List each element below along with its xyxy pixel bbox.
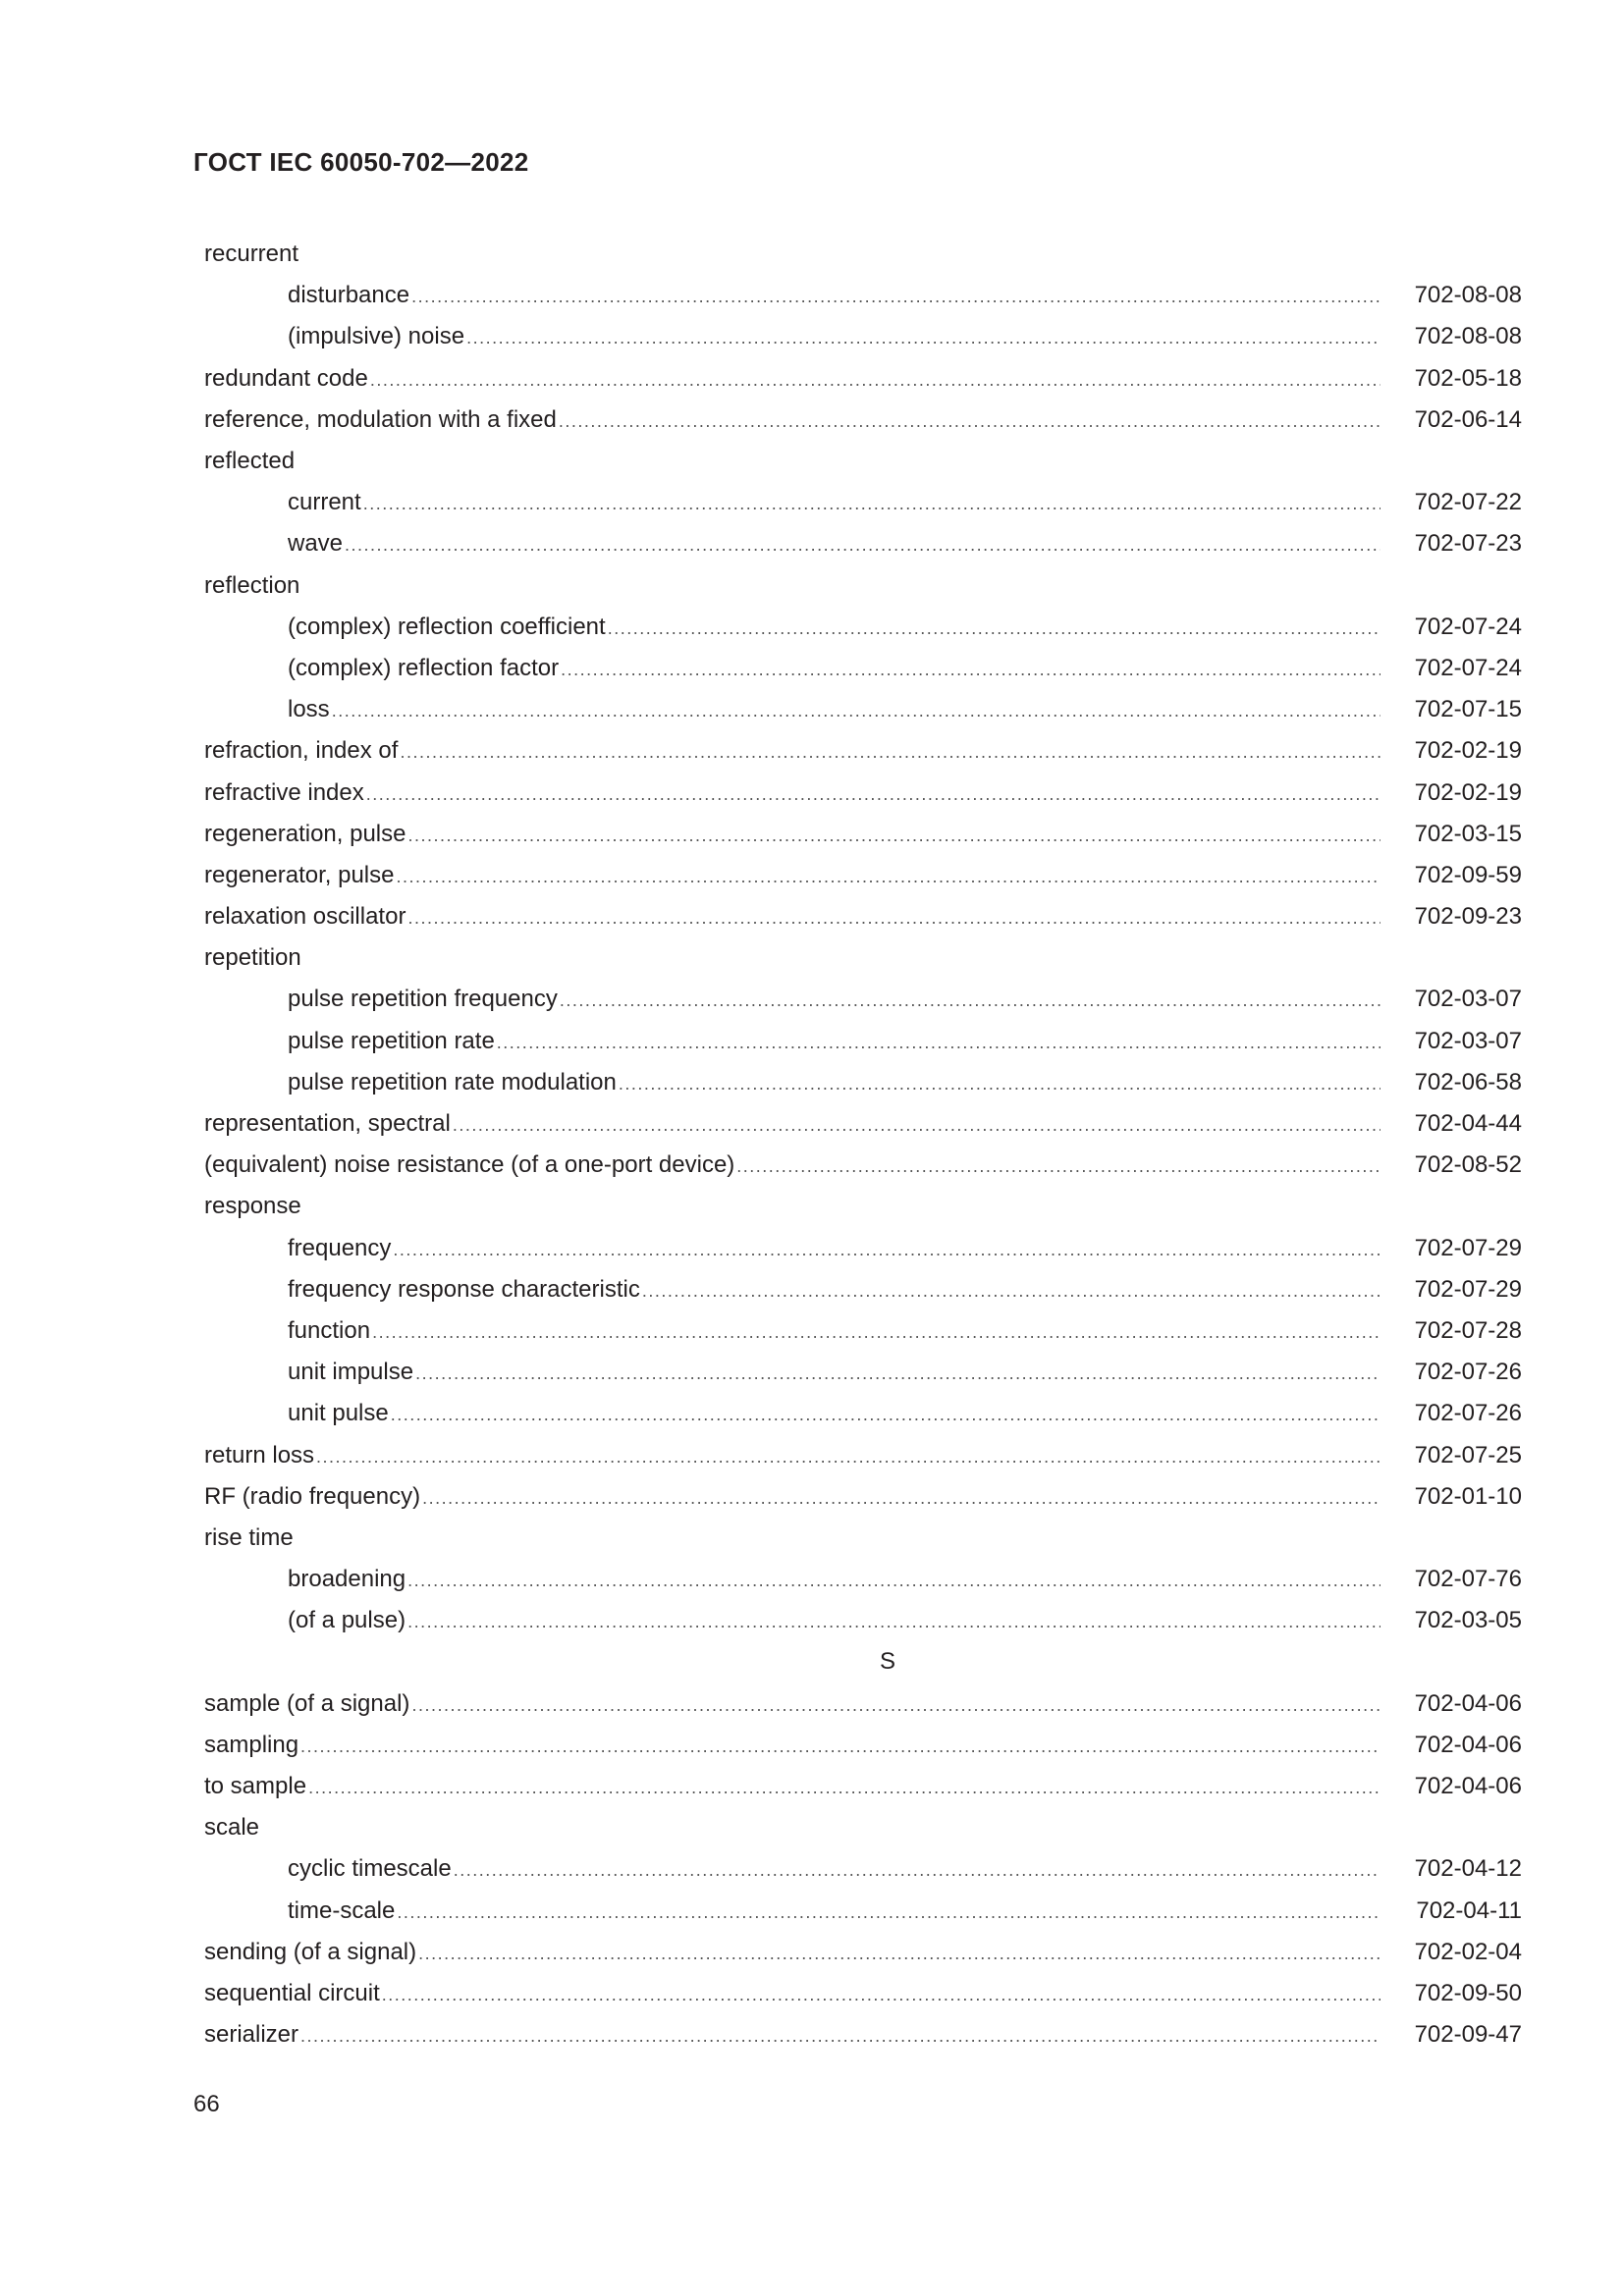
index-term: return loss <box>204 1441 315 1468</box>
dot-leader <box>363 494 1380 514</box>
term-wrap <box>204 1069 1408 1096</box>
term-reference-number: 702-08-08 <box>1414 282 1522 309</box>
term-reference-number: 702-03-15 <box>1414 820 1522 847</box>
term-wrap <box>204 737 1408 765</box>
index-subentry <box>204 648 1522 689</box>
dot-leader <box>366 784 1380 805</box>
index-term: (impulsive) noise <box>288 323 465 350</box>
index-subentry <box>204 607 1522 648</box>
term-reference-number: 702-02-19 <box>1414 778 1522 806</box>
index-entry <box>204 1103 1522 1145</box>
index-term: reflected <box>204 448 296 475</box>
term-reference-number: 702-07-25 <box>1414 1441 1522 1468</box>
term-wrap <box>204 448 1522 475</box>
index-heading <box>204 1518 1522 1559</box>
term-wrap <box>204 903 1408 931</box>
term-wrap <box>204 1566 1408 1593</box>
index-term: current <box>288 489 361 516</box>
dot-leader <box>454 1860 1380 1881</box>
term-wrap <box>204 530 1408 558</box>
dot-leader <box>418 1944 1380 1964</box>
term-reference-number: 702-04-06 <box>1414 1731 1522 1758</box>
dot-leader <box>559 411 1380 432</box>
dot-leader <box>642 1281 1380 1302</box>
index-entry <box>204 1476 1522 1518</box>
section-letter: S <box>879 1648 895 1676</box>
dot-leader <box>608 618 1380 639</box>
dot-leader <box>407 1571 1380 1591</box>
term-wrap <box>204 1193 1522 1220</box>
index-list <box>204 234 1522 2056</box>
term-reference-number: 702-04-12 <box>1414 1855 1522 1883</box>
index-subentry <box>204 1891 1522 1932</box>
index-term: relaxation oscillator <box>204 903 406 931</box>
term-wrap <box>204 1814 1522 1842</box>
term-wrap <box>204 1400 1408 1427</box>
term-wrap <box>204 1732 1408 1759</box>
term-wrap <box>204 240 1522 268</box>
index-term: representation, spectral <box>204 1110 451 1138</box>
term-reference-number: 702-07-26 <box>1414 1400 1522 1427</box>
index-subentry <box>204 523 1522 564</box>
page-header: ГОСТ IEC 60050-702—2022 <box>193 147 529 177</box>
index-subentry <box>204 1062 1522 1103</box>
term-reference-number: 702-04-44 <box>1414 1110 1522 1138</box>
index-term: RF (radio frequency) <box>204 1482 421 1510</box>
index-term: unit pulse <box>288 1400 389 1427</box>
term-reference-number: 702-07-23 <box>1414 530 1522 558</box>
index-term: pulse repetition frequency <box>288 986 558 1013</box>
index-term: time-scale <box>288 1896 396 1924</box>
term-reference-number: 702-07-24 <box>1414 654 1522 681</box>
term-reference-number: 702-05-18 <box>1414 364 1522 392</box>
index-term: broadening <box>288 1566 406 1593</box>
index-term: to sample <box>204 1773 307 1800</box>
index-term: sample (of a signal) <box>204 1689 410 1717</box>
term-wrap <box>204 365 1408 393</box>
index-heading <box>204 1186 1522 1227</box>
dot-leader <box>619 1074 1380 1095</box>
index-term: (complex) reflection coefficient <box>288 613 606 640</box>
term-reference-number: 702-03-07 <box>1414 986 1522 1013</box>
term-wrap <box>204 1483 1408 1511</box>
term-wrap <box>204 282 1408 309</box>
dot-leader <box>300 1736 1380 1757</box>
index-entry <box>204 896 1522 937</box>
term-wrap <box>204 1359 1408 1386</box>
index-term: frequency response characteristic <box>288 1275 640 1303</box>
term-reference-number: 702-02-19 <box>1414 737 1522 765</box>
index-term: (equivalent) noise resistance (of a one-port device) <box>204 1151 735 1179</box>
index-term: refraction, index of <box>204 737 399 765</box>
index-term: redundant code <box>204 364 368 392</box>
index-term: response <box>204 1193 301 1220</box>
index-term: serializer <box>204 2021 299 2049</box>
dot-leader <box>422 1488 1380 1509</box>
term-reference-number: 702-09-47 <box>1414 2021 1522 2049</box>
index-heading <box>204 441 1522 482</box>
index-term: disturbance <box>288 282 410 309</box>
dot-leader <box>391 1405 1380 1425</box>
term-wrap <box>204 696 1408 723</box>
dot-leader <box>370 370 1380 391</box>
term-reference-number: 702-01-10 <box>1414 1482 1522 1510</box>
term-wrap <box>204 1317 1408 1345</box>
index-term: cyclic timescale <box>288 1855 452 1883</box>
dot-leader <box>415 1363 1380 1384</box>
term-wrap <box>204 944 1522 972</box>
index-subentry <box>204 1600 1522 1641</box>
term-wrap <box>204 1235 1408 1262</box>
index-subentry <box>204 1393 1522 1434</box>
term-wrap <box>204 1855 1408 1883</box>
index-entry <box>204 730 1522 772</box>
index-term: reflection <box>204 571 300 599</box>
index-term: loss <box>288 696 330 723</box>
term-wrap <box>204 986 1408 1013</box>
term-reference-number: 702-09-50 <box>1414 1979 1522 2006</box>
index-term: function <box>288 1316 371 1344</box>
index-subentry <box>204 316 1522 357</box>
index-term: refractive index <box>204 778 364 806</box>
term-wrap <box>204 779 1408 807</box>
dot-leader <box>407 826 1380 846</box>
dot-leader <box>736 1156 1380 1177</box>
index-subentry <box>204 482 1522 523</box>
dot-leader <box>372 1322 1380 1343</box>
term-wrap <box>204 1110 1408 1138</box>
index-subentry <box>204 1848 1522 1890</box>
index-subentry <box>204 275 1522 316</box>
index-term: frequency <box>288 1234 392 1261</box>
term-wrap <box>204 1939 1408 1966</box>
index-entry <box>204 1434 1522 1475</box>
term-reference-number: 702-09-23 <box>1414 903 1522 931</box>
index-term: pulse repetition rate <box>288 1027 495 1054</box>
term-reference-number: 702-04-11 <box>1416 1896 1522 1924</box>
dot-leader <box>308 1778 1380 1798</box>
index-entry <box>204 400 1522 441</box>
term-wrap <box>204 1151 1408 1179</box>
dot-leader <box>407 908 1380 929</box>
index-subentry <box>204 979 1522 1020</box>
index-heading <box>204 937 1522 979</box>
index-entry <box>204 1725 1522 1766</box>
index-term: scale <box>204 1814 260 1842</box>
index-entry <box>204 855 1522 896</box>
term-reference-number: 702-07-22 <box>1414 489 1522 516</box>
term-wrap <box>204 1442 1408 1469</box>
index-term: recurrent <box>204 240 299 268</box>
dot-leader <box>332 701 1380 721</box>
index-subentry <box>204 1310 1522 1352</box>
term-wrap <box>204 1897 1408 1925</box>
index-term: sampling <box>204 1731 299 1758</box>
dot-leader <box>411 1695 1380 1716</box>
dot-leader <box>382 1985 1380 2005</box>
dot-leader <box>345 535 1380 556</box>
term-reference-number: 702-07-28 <box>1414 1316 1522 1344</box>
index-subentry <box>204 1559 1522 1600</box>
term-reference-number: 702-07-29 <box>1414 1234 1522 1261</box>
page-number: 66 <box>193 2091 220 2117</box>
dot-leader <box>411 287 1380 307</box>
term-reference-number: 702-07-26 <box>1414 1359 1522 1386</box>
index-term: pulse repetition rate modulation <box>288 1068 617 1095</box>
dot-leader <box>497 1033 1380 1053</box>
term-wrap <box>204 1276 1408 1304</box>
index-entry <box>204 1932 1522 1973</box>
index-entry <box>204 772 1522 813</box>
index-term: regeneration, pulse <box>204 820 406 847</box>
index-heading <box>204 1807 1522 1848</box>
index-term: wave <box>288 530 344 558</box>
term-reference-number: 702-03-05 <box>1414 1607 1522 1634</box>
index-term: rise time <box>204 1523 294 1551</box>
term-wrap <box>204 1524 1522 1552</box>
term-reference-number: 702-07-24 <box>1414 613 1522 640</box>
index-entry <box>204 1145 1522 1186</box>
term-reference-number: 702-06-58 <box>1414 1068 1522 1095</box>
dot-leader <box>561 660 1380 680</box>
term-reference-number: 702-07-29 <box>1414 1275 1522 1303</box>
index-entry <box>204 2014 1522 2056</box>
index-heading <box>204 234 1522 275</box>
index-entry <box>204 814 1522 855</box>
dot-leader <box>396 867 1380 887</box>
term-reference-number: 702-04-06 <box>1414 1773 1522 1800</box>
index-heading <box>204 565 1522 607</box>
index-term: reference, modulation with a fixed <box>204 405 557 433</box>
term-reference-number: 702-07-15 <box>1414 696 1522 723</box>
term-wrap <box>204 1028 1408 1055</box>
term-reference-number: 702-02-04 <box>1414 1938 1522 1965</box>
term-wrap <box>204 821 1408 848</box>
term-reference-number: 702-04-06 <box>1414 1689 1522 1717</box>
index-term: (complex) reflection factor <box>288 654 560 681</box>
index-entry <box>204 358 1522 400</box>
index-subentry <box>204 1269 1522 1310</box>
index-subentry <box>204 1228 1522 1269</box>
index-term: sending (of a signal) <box>204 1938 417 1965</box>
term-wrap <box>204 572 1522 600</box>
term-wrap <box>204 323 1408 350</box>
index-term: sequential circuit <box>204 1979 380 2006</box>
index-term: (of a pulse) <box>288 1607 406 1634</box>
term-reference-number: 702-03-07 <box>1414 1027 1522 1054</box>
term-reference-number: 702-08-08 <box>1414 323 1522 350</box>
dot-leader <box>466 328 1380 348</box>
index-subentry <box>204 689 1522 730</box>
term-reference-number: 702-07-76 <box>1414 1566 1522 1593</box>
index-entry <box>204 1683 1522 1725</box>
dot-leader <box>560 990 1380 1011</box>
dot-leader <box>393 1240 1380 1260</box>
index-subentry <box>204 1021 1522 1062</box>
index-entry <box>204 1973 1522 2014</box>
term-reference-number: 702-08-52 <box>1414 1151 1522 1179</box>
dot-leader <box>400 742 1380 763</box>
dot-leader <box>300 2026 1380 2047</box>
term-wrap <box>204 2021 1408 2049</box>
index-term: repetition <box>204 944 301 972</box>
index-subentry <box>204 1352 1522 1393</box>
term-wrap <box>204 1690 1408 1718</box>
term-wrap <box>204 406 1408 434</box>
index-term: regenerator, pulse <box>204 861 395 888</box>
term-wrap <box>204 862 1408 889</box>
term-wrap <box>204 614 1408 641</box>
index-entry <box>204 1766 1522 1807</box>
dot-leader <box>407 1612 1380 1632</box>
term-wrap <box>204 1607 1408 1634</box>
dot-leader <box>453 1115 1380 1136</box>
dot-leader <box>316 1447 1380 1468</box>
term-reference-number: 702-09-59 <box>1414 861 1522 888</box>
term-wrap <box>204 489 1408 516</box>
dot-leader <box>397 1902 1380 1923</box>
term-reference-number: 702-06-14 <box>1414 405 1522 433</box>
term-wrap <box>204 655 1408 682</box>
term-wrap <box>204 1980 1408 2007</box>
index-term: unit impulse <box>288 1359 414 1386</box>
term-wrap <box>204 1773 1408 1800</box>
